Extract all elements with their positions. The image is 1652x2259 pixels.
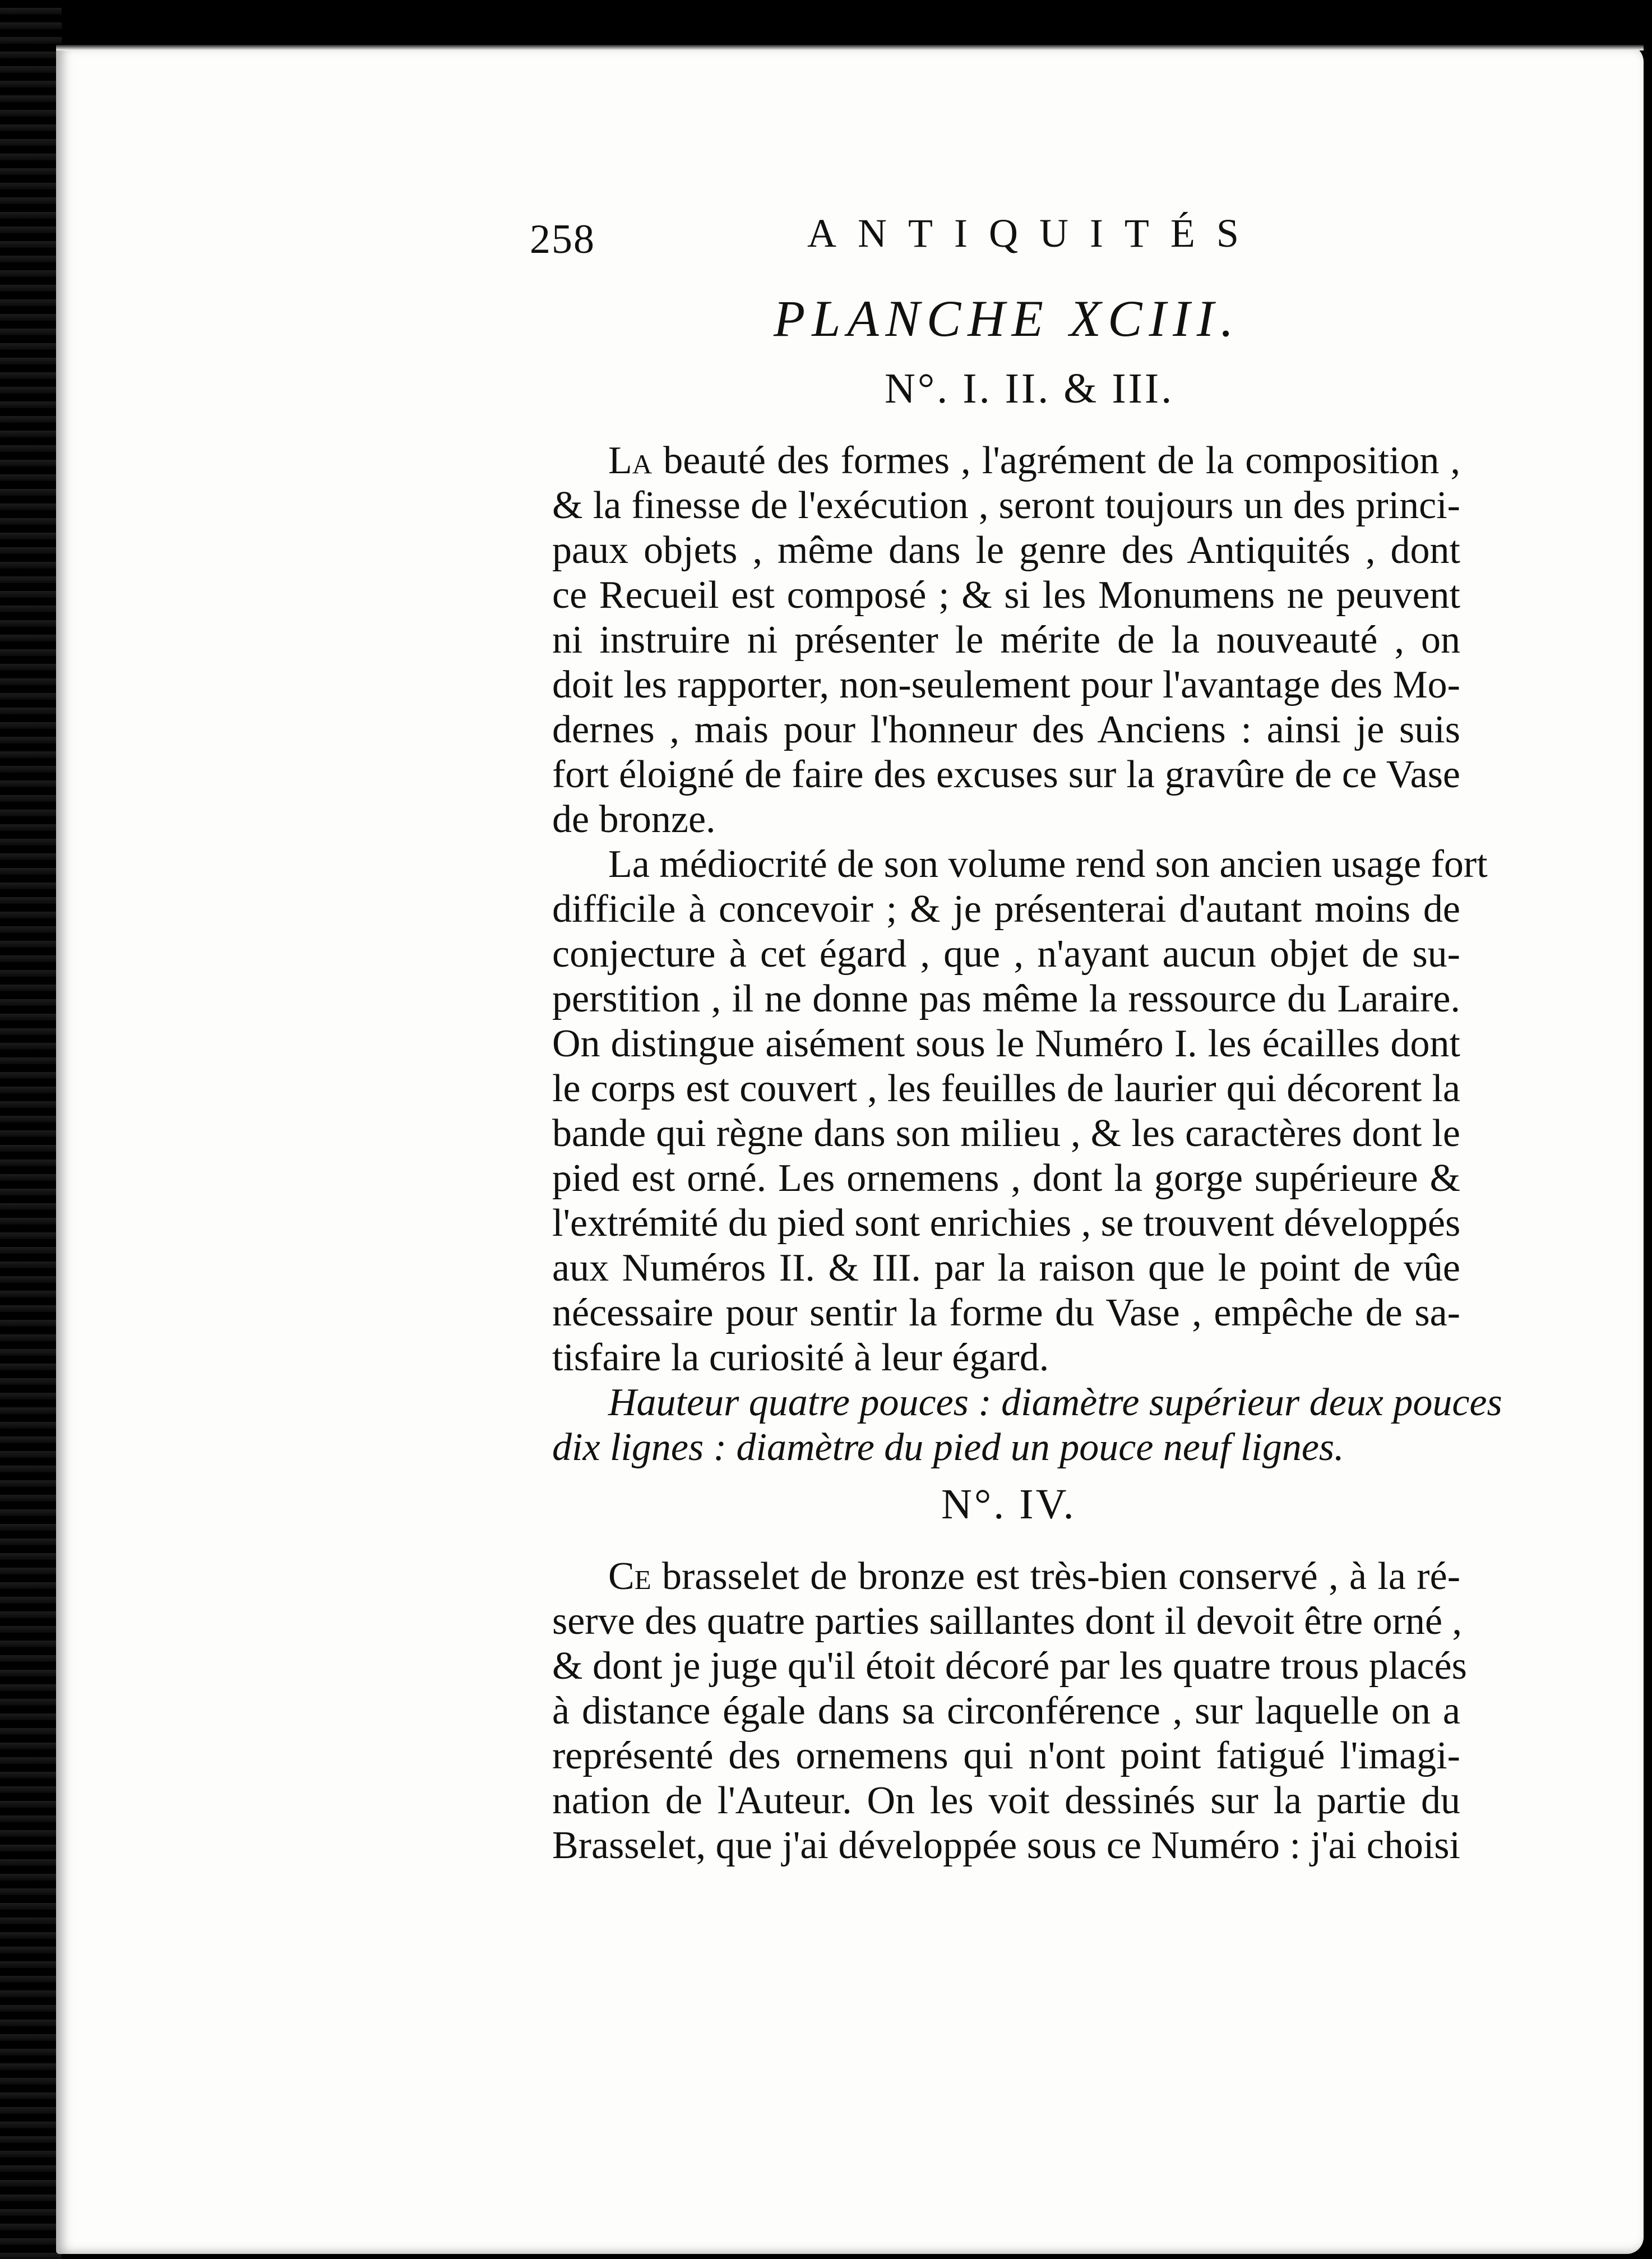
text-line: l'extrémité du pied sont enrichies , se trouvent développés [552,1202,1461,1245]
text-line: On distingue aisément sous le Numéro I. les écailles dont [552,1022,1460,1065]
text-line: bande qui règne dans son milieu , & les caractères dont le [552,1112,1460,1155]
scan-border [0,0,62,2259]
text-line: La beauté des formes , l'agrément de la composition , [608,439,1460,482]
text-line: nation de l'Auteur. On les voit dessinés sur la partie du [552,1779,1460,1822]
text-line: tisfaire la curiosité à leur égard. [552,1336,1049,1379]
text-line: paux objets , même dans le genre des Antiquités , dont [552,529,1460,572]
running-head [530,210,1281,272]
text-line: & dont je juge qu'il étoit décoré par les quatre trous placés [552,1644,1467,1688]
text-line: perstition , il ne donne pas même la ressource du Laraire. [552,977,1460,1020]
page-number: 258 [530,216,595,262]
dimensions-line: dix lignes : diamètre du pied un pouce neuf lignes. [552,1426,1344,1469]
dimensions-line: Hauteur quatre pouces : diamètre supérieur deux pouces [608,1381,1502,1424]
text-line: Brasselet, que j'ai développée sous ce Numéro : j'ai choisi [552,1824,1460,1867]
section-heading-1: N°. I. II. & III. [885,365,1174,412]
page-top-edge [56,45,1644,50]
drop-word: La [608,439,653,482]
text-line: La médiocrité de son volume rend son ancien usage fort [608,843,1488,886]
section-heading-2: N°. IV. [941,1481,1076,1528]
text-line: aux Numéros II. & III. par la raison que le point de vûe [552,1246,1460,1290]
text-line: pied est orné. Les ornemens , dont la gorge supérieure & [552,1157,1460,1200]
text-line: fort éloigné de faire des excuses sur la gravûre de ce Vase [552,753,1460,796]
text-line: dernes , mais pour l'honneur des Anciens : ainsi je suis [552,708,1460,751]
text-line: ce Recueil est composé ; & si les Monumens ne peuvent [552,574,1460,617]
text-line: & la finesse de l'exécution , seront toujours un des princi- [552,484,1460,527]
text-line: de bronze. [552,798,716,841]
text-line: le corps est couvert , les feuilles de laurier qui décorent la [552,1067,1460,1110]
text-line: nécessaire pour sentir la forme du Vase , empêche de sa- [552,1291,1460,1334]
drop-word: Ce [608,1555,651,1598]
text-line: Ce brasselet de bronze est très-bien conservé , à la ré- [608,1555,1460,1598]
text-line: doit les rapporter, non-seulement pour l'avantage des Mo- [552,663,1460,706]
text-line: représenté des ornemens qui n'ont point fatigué l'imagi- [552,1734,1460,1777]
plate-title: PLANCHE XCIII. [774,290,1241,347]
text-line: conjecture à cet égard , que , n'ayant aucun objet de su- [552,932,1460,976]
text-line: à distance égale dans sa circonférence , sur laquelle on a [552,1689,1460,1733]
text-line: serve des quatre parties saillantes dont il devoit être orné , [552,1600,1463,1643]
running-title: ANTIQUITÉS [807,211,1260,256]
text-line: ni instruire ni présenter le mérite de la nouveauté , on [552,618,1460,662]
text-line: difficile à concevoir ; & je présenterai d'autant moins de [552,888,1460,931]
